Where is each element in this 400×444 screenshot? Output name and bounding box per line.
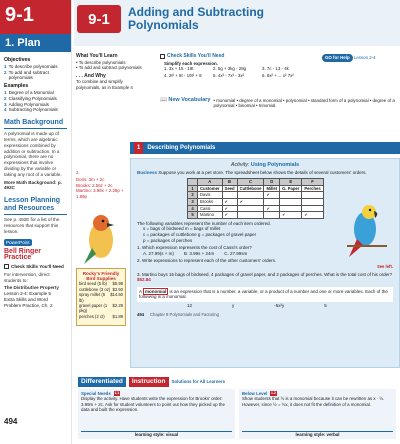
objectives-heading: Objectives <box>4 57 31 63</box>
exercise: 4. 2t² + 8t - 10t² + 8 <box>164 72 202 78</box>
differentiated-instruction <box>74 376 400 444</box>
go-for-help-badge[interactable]: GO for Help <box>322 54 353 62</box>
activity-intro: Business Suppose you work at a pet store. The spreadsheet below shows the details of several customers' orders. <box>137 169 367 175</box>
table-row: 2 Davis ✔ <box>188 192 324 199</box>
student-page-footer: 494 Chapter 9 Polynomials and Factoring <box>137 312 219 318</box>
choice: A. 27.99(s + m) <box>143 250 174 256</box>
lesson-planning-text: See p. 492E for a list of the resources that support this lesson. <box>4 217 60 234</box>
objective-item: 2 To add and subtract polynomials <box>4 69 49 81</box>
special-needs-text: Display the activity. Have students write the expression for Brooks' order: 3.99m + 2c. Ask for student volunteers to point out how they picked up the data and built the expression. <box>81 396 225 413</box>
choice: C. 27.99sm <box>224 250 248 256</box>
check-skills-row <box>4 264 67 270</box>
spreadsheet-table <box>187 178 324 219</box>
question-3-answer: $52.84 <box>137 277 151 283</box>
see-left-note: See left. <box>376 263 393 269</box>
teach-heading: Describing Polynomials <box>147 145 216 151</box>
vocab-label: 📖 New Vocabulary <box>160 97 211 103</box>
exercise: 1. 3x + 15 - 18t <box>164 66 194 72</box>
below-level-text: Show students that ½ is a monomial because it can be rewritten as x · ½. However, since ½ = ½x, it does not fit the definition of a monomial. <box>242 396 385 407</box>
and-why-text: To combine and simplify polynomials, as in Example 4 <box>76 79 133 90</box>
examples-heading: Examples <box>4 83 29 90</box>
teacher-answers <box>76 170 126 199</box>
lesson-header <box>74 0 400 46</box>
learn-item: • To add and subtract polynomials <box>76 65 142 71</box>
teach-content <box>74 158 400 368</box>
activity-title: Activity: Using Polynomials <box>230 162 300 168</box>
answer-line: Brooks: 2.56z + 2c <box>76 182 113 188</box>
table-row: A B C D E F <box>188 179 324 186</box>
price-row: spray millet (5 lb) $14.50 <box>79 292 123 303</box>
variables-line: c = packages of cuttlebone g = packages of gravel paper <box>143 231 257 237</box>
prep-section <box>74 54 400 138</box>
more-math-background-link[interactable]: More Math Background: p. 492C <box>4 179 62 191</box>
check-skills-box <box>160 54 308 78</box>
price-row: cuttlebone (3 oz) $2.50 <box>79 286 123 292</box>
math-background-heading: Math Background <box>4 119 67 129</box>
special-needs-column: Special Needs L1 Display the activity. Have students write the expression for Brooks' order: 3.99m + 2c. Ask for student volunteers to point out how they picked up the data and built the expression. learning style: visual <box>78 389 235 439</box>
lesson-planning-heading: Lesson Planning and Resources <box>4 197 67 215</box>
table-row: 1 Customer Seed Cuttlebone Millet G. Paper Perches <box>188 185 324 192</box>
go-for-help[interactable] <box>322 54 398 62</box>
price-card-title: Bird Supplies <box>86 276 116 282</box>
distributive-ref: Problem Practice, Ch. 2 <box>4 302 53 308</box>
checkbox-icon <box>160 54 165 59</box>
monomial-term: monomial <box>145 288 167 294</box>
example-item: 3 Adding Polynomials <box>4 101 49 107</box>
page-number: 494 <box>4 417 18 426</box>
variables-intro: The following variables represent the number of each item ordered. <box>137 220 271 226</box>
table-row: 3 Brooks ✔ ✔ <box>188 198 324 205</box>
price-card <box>76 268 126 326</box>
table-row: 4 Cassi ✔ ✔ <box>188 205 324 212</box>
exercise: 2. 5g + 3kg - 28g <box>213 66 247 72</box>
variables-line: s = bags of birdseed m = bags of millet <box>143 226 221 232</box>
diff-subtitle: Solutions for All Learners <box>171 379 226 384</box>
teacher-sidebar <box>0 0 72 444</box>
objective-item: 1 To describe polynomials <box>4 63 58 69</box>
teach-section-bar <box>130 142 400 154</box>
example-item: 2 Classifying Polynomials <box>4 95 57 101</box>
and-why-heading: . . . And Why <box>76 72 106 79</box>
learning-style: learning style: visual <box>81 431 232 437</box>
objectives-list <box>4 64 67 81</box>
lesson-chip: 9-1 <box>77 5 121 33</box>
teach-number: 1 <box>134 142 143 154</box>
price-row: bird seed (5 lb) $5.99 <box>79 281 123 287</box>
monomial-definition: A monomial is an expression that is a number, a variable, or a product of a number and one or more variables. Each of the following is a monomial. <box>137 287 393 302</box>
parrot-illustration <box>341 199 393 259</box>
check-skills-label: Check Skills You'll Need <box>11 263 64 269</box>
diff-bar <box>74 376 400 387</box>
question-2: 2. Write expressions to represent each of the other customers' orders. <box>137 258 277 264</box>
level-badge: L2 <box>271 391 276 395</box>
exercise: 5. 4x³ - 7x³ - 3x² <box>213 72 244 78</box>
math-background-text: A polynomial is made up of terms, which are algebraic expressions combined by addition or subtraction. In a polynomial, there are no expressions that involve dividing by the variable or taking any root of a variable. <box>4 131 62 177</box>
answer-line: Martino: 3.99x + 2.29p + 1.89p <box>76 188 124 199</box>
learn-item: • To describe polynomials <box>76 59 126 65</box>
student-page <box>130 158 400 368</box>
main-content <box>74 0 400 444</box>
distributive-ref: Extra Skills and Word <box>4 296 48 302</box>
learning-style: learning style: verbal <box>242 431 393 437</box>
examples-list <box>4 90 67 113</box>
sidebar-header <box>0 0 71 34</box>
level-badge: L1 <box>114 391 120 395</box>
below-level-column: Below Level L2 Show students that ½ is a monomial because it can be rewritten as x · ½. However, since ½ = ½x, it does not fit the definition of a monomial. learning style: verbal <box>239 389 396 439</box>
variables-line: p = packages of perches <box>143 237 193 243</box>
table-row: 5 Martino ✔ ✔ ✔ <box>188 212 324 219</box>
check-skills-title: Check Skills You'll Need <box>167 53 225 59</box>
question-3: 3. Martino buys 16 bags of birdseed, 4 packages of gravel paper, and 2 packages of perches. What is the total cost of his order? $52.84 <box>137 271 393 283</box>
lesson-title: Adding and Subtracting Polynomials <box>128 5 264 32</box>
answer-label: 2. <box>76 170 80 175</box>
distributive-heading: The Distributive Property <box>4 285 59 291</box>
exercise: 6. 8x² + ... x² 7x² <box>262 72 294 78</box>
example-item: 4 Subtracting Polynomials <box>4 107 58 113</box>
diff-tag: Differentiated <box>78 377 126 387</box>
go-for-help-ref: Lesson 2-4 <box>353 55 376 60</box>
what-you-learn: What You'll Learn • To describe polynomials • To add and subtract polynomials . . . And Why To combine and simplify polynomials, as in Example 4 <box>76 54 146 91</box>
diff-tag: Instruction <box>129 377 169 387</box>
question-1: 1. Which expression represents the cost of Cassi's order? <box>137 245 252 251</box>
checkbox-icon <box>4 264 9 269</box>
example-item: 1 Degree of a Monomial <box>4 89 54 95</box>
plan-label: 1. Plan <box>0 34 71 52</box>
vocab-terms: • monomial • degree of a monomial • polynomial • standard form of a polynomial • degree of a polynomial • binomial • trinomial <box>213 98 395 109</box>
monomial-examples: 12 y -5x²y 5 <box>187 302 327 308</box>
bell-ringer-heading: Bell Ringer Practice <box>4 248 41 262</box>
price-card-title: Rocky's Friendly <box>82 271 120 276</box>
choice: B. 3.99s + 24m <box>183 250 215 256</box>
vocabulary-row <box>160 98 396 109</box>
price-row: perches (2 ct) $1.89 <box>79 313 123 319</box>
bird-illustration <box>74 208 128 268</box>
check-skills-text: For intervention, direct students to: <box>4 271 50 283</box>
distributive-ref: Lesson 2-4: Example 5 <box>4 291 51 297</box>
answer-line: Doris: 3m + 2c <box>76 177 105 183</box>
price-row: gravel paper (1 pkg) $2.29 <box>79 303 123 314</box>
exercise: 3. 7c - 13 - 4k <box>262 66 289 72</box>
sidebar-lesson-number: 9-1 <box>5 4 34 26</box>
exercise-grid <box>164 66 308 78</box>
powerpoint-tag: PowerPoint <box>6 239 30 245</box>
simplify-instruction: Simplify each expression. <box>164 60 218 66</box>
vocab-icon: 📖 <box>160 97 167 103</box>
